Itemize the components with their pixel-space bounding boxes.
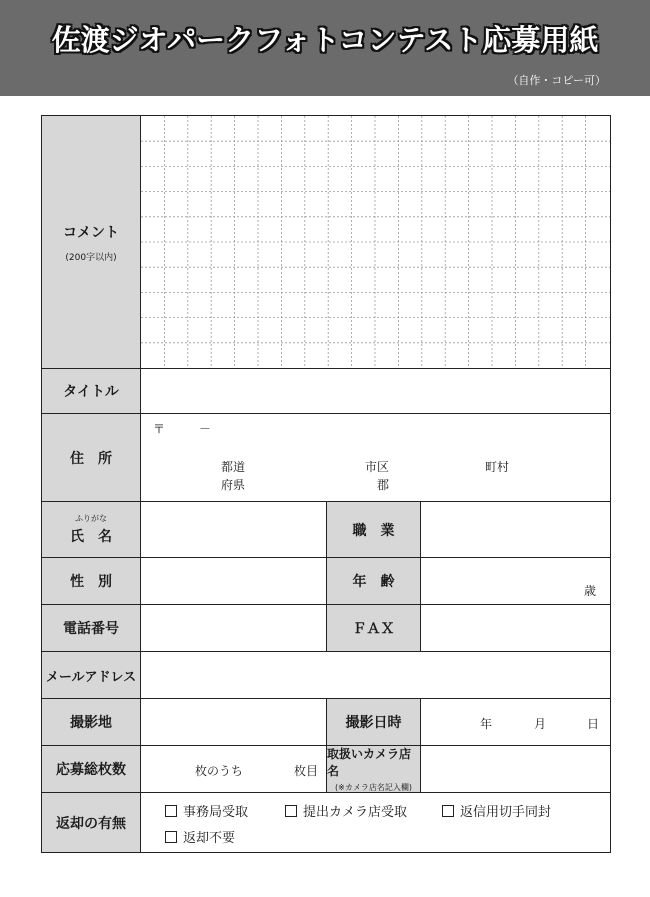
postal-dash: －	[199, 422, 212, 436]
copy-note: （自作・コピー可）	[507, 74, 606, 87]
town-label: 町村	[485, 460, 510, 474]
title-label-text: タイトル	[63, 384, 119, 400]
checkbox-icon[interactable]	[165, 831, 177, 843]
city-label-bottom: 郡	[377, 478, 390, 492]
return-option-label: 返却不要	[183, 831, 236, 846]
return-options	[141, 793, 610, 852]
return-label-text: 返却の有無	[56, 815, 126, 832]
datetime-label-text: 撮影日時	[345, 715, 402, 731]
email-label-text: メールアドレス	[45, 669, 137, 685]
phone-label-text: 電話番号	[63, 621, 119, 637]
age-label-text: 年 齢	[352, 574, 395, 590]
month-label: 月	[534, 717, 547, 731]
year-label: 年	[480, 717, 493, 731]
name-label-text: 氏 名	[70, 529, 112, 545]
gender-label-text: 性 別	[70, 574, 112, 590]
occupation-label-text: 職 業	[352, 522, 395, 539]
address-label	[42, 414, 140, 501]
count-sheets: 枚目	[294, 764, 319, 778]
age-label	[327, 558, 420, 604]
email-input[interactable]	[141, 652, 610, 698]
header-banner	[0, 0, 650, 96]
page-title: 佐渡ジオパークフォトコンテスト応募用紙	[51, 23, 599, 57]
fax-input[interactable]	[421, 605, 610, 651]
phone-input[interactable]	[141, 605, 326, 651]
city-label-top: 市区	[365, 460, 390, 474]
postal-mark: 〒	[153, 422, 166, 436]
comment-label-text: コメント	[63, 224, 119, 241]
gender-label	[42, 558, 140, 604]
return-label	[42, 793, 140, 852]
title-input[interactable]	[141, 369, 610, 413]
name-input[interactable]	[141, 502, 326, 557]
checkbox-icon[interactable]	[442, 805, 454, 817]
day-label: 日	[587, 717, 600, 731]
age-input[interactable]	[421, 558, 610, 604]
return-option-office[interactable]	[165, 801, 248, 820]
camera-shop-label	[327, 746, 420, 792]
checkbox-icon[interactable]	[165, 805, 177, 817]
return-option-label: 返信用切手同封	[460, 805, 552, 820]
comment-grid[interactable]	[141, 116, 610, 368]
entry-form	[41, 115, 611, 853]
camera-shop-input[interactable]	[421, 746, 610, 792]
count-of-which: 枚のうち	[195, 764, 244, 778]
return-option-stamp[interactable]	[442, 801, 551, 820]
address-input[interactable]	[141, 414, 610, 501]
comment-limit-text: (200字以内)	[65, 252, 117, 263]
fax-label-text: ＦＡＸ	[352, 621, 395, 637]
address-label-text: 住 所	[70, 450, 112, 467]
gender-input[interactable]	[141, 558, 326, 604]
prefecture-label-top: 都道	[221, 460, 246, 474]
count-input[interactable]	[141, 746, 326, 792]
return-option-none[interactable]	[165, 827, 235, 846]
count-label	[42, 746, 140, 792]
fax-label	[327, 605, 420, 651]
return-option-label: 提出カメラ店受取	[303, 805, 408, 820]
datetime-label	[327, 699, 420, 745]
title-label	[42, 369, 140, 413]
age-unit: 歳	[583, 584, 596, 598]
camera-shop-label-text: 取扱いカメラ店名	[327, 747, 412, 778]
datetime-input[interactable]	[421, 699, 610, 745]
return-option-camera-shop[interactable]	[285, 801, 407, 820]
location-label-text: 撮影地	[70, 715, 112, 731]
return-option-label: 事務局受取	[183, 805, 249, 820]
count-label-text: 応募総枚数	[56, 762, 126, 778]
camera-shop-note: (※カメラ店名記入欄)	[335, 783, 412, 792]
prefecture-label-bottom: 府県	[221, 478, 246, 492]
email-label	[42, 652, 140, 698]
phone-label	[42, 605, 140, 651]
location-label	[42, 699, 140, 745]
occupation-label	[327, 502, 420, 557]
name-ruby-text: ふりがな	[75, 514, 107, 523]
location-input[interactable]	[141, 699, 326, 745]
comment-grid-lines	[141, 116, 610, 368]
name-label	[42, 502, 140, 557]
checkbox-icon[interactable]	[285, 805, 297, 817]
occupation-input[interactable]	[421, 502, 610, 557]
comment-label	[42, 116, 140, 368]
